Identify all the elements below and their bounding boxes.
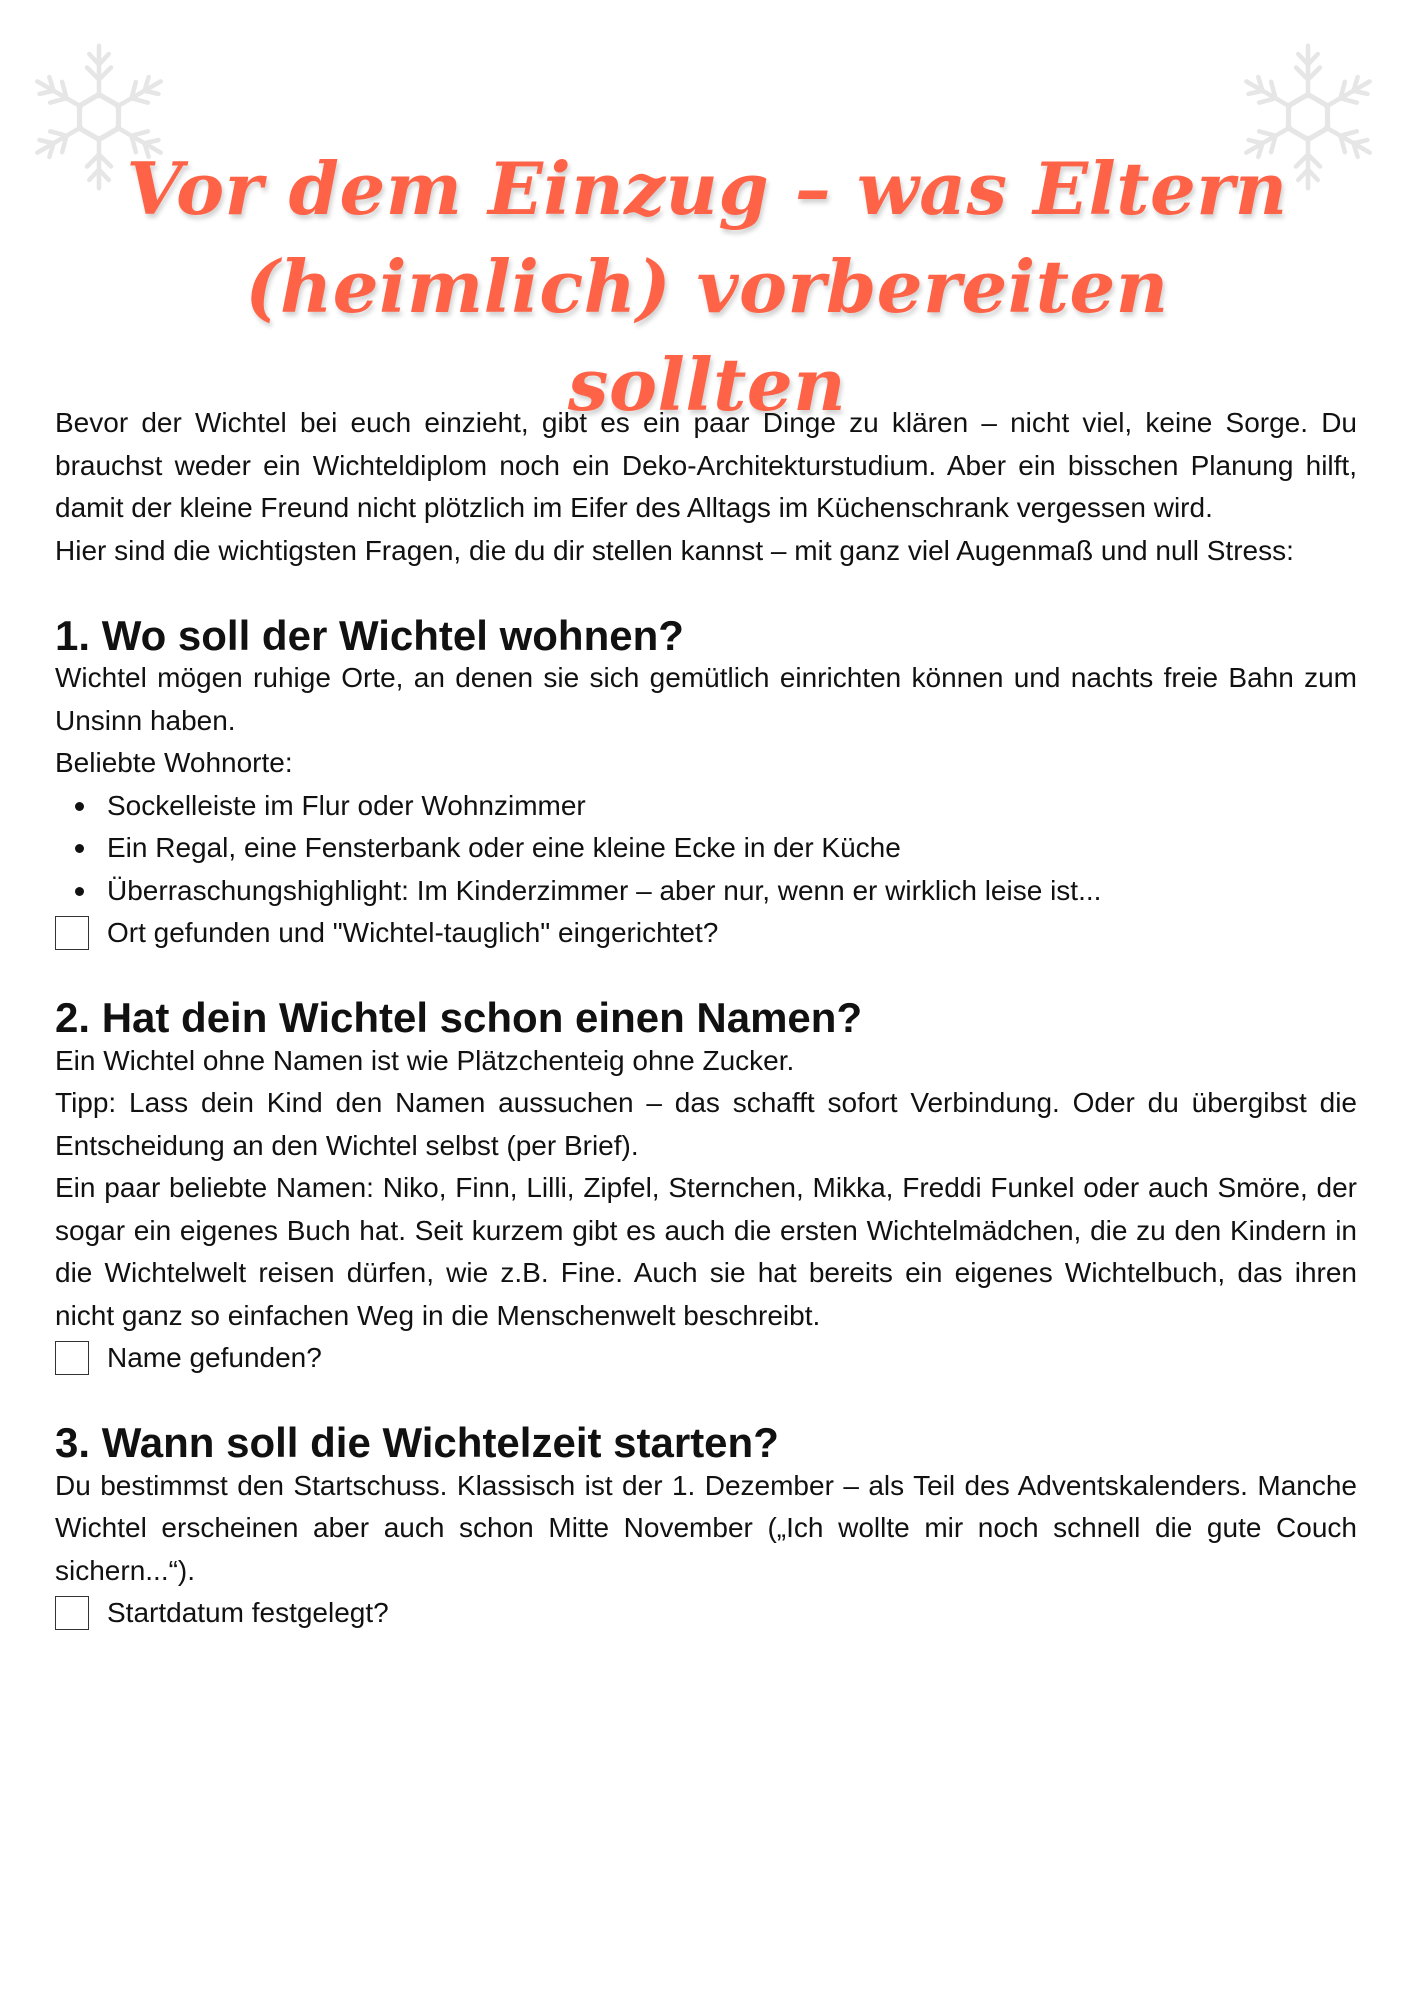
checkbox[interactable] [55,1596,89,1630]
bullet-icon [75,844,84,853]
checklist-item [55,1592,1357,1635]
list-item-text: Sockelleiste im Flur oder Wohnzimmer [107,789,586,821]
list-label: Beliebte Wohnorte: [55,747,293,778]
checkbox[interactable] [55,1341,89,1375]
checkbox[interactable] [55,916,89,950]
section-text: Du bestimmst den Startschuss. Klassisch ist der 1. Dezember – als Teil des Adventskalenders. Manche Wichtel erscheinen aber auch schon Mitte November („Ich wollte mir noch schnell die gute Couch sichern...“). [55,1469,1357,1586]
bullet-icon [75,802,84,811]
list-item [55,870,1357,913]
intro-paragraph: Hier sind die wichtigsten Fragen, die du dir stellen kannst – mit ganz viel Augenmaß und null Stress: [55,534,1294,566]
checkbox-label: Ort gefunden und "Wichtel-tauglich" eingerichtet? [107,917,719,948]
bullet-icon [75,887,84,896]
section-heading: 1. Wo soll der Wichtel wohnen? [55,611,684,659]
spacer [55,955,1357,998]
section-names: Ein paar beliebte Namen: Niko, Finn, Lilli, Zipfel, Sternchen, Mikka, Freddi Funkel oder auch Smöre, der sogar ein eigenes Buch hat. Seit kurzem gibt es auch die ersten Wichtelmädchen, die zu den Kindern in die Wichtelwelt reisen dürfen, wie z.B. Fine. Auch sie hat bereits ein eigenes Wichtelbuch, das ihren nicht ganz so einfachen Weg in die Menschenwelt beschreibt. [55,1172,1357,1331]
list-item [55,827,1357,870]
section-heading: 2. Hat dein Wichtel schon einen Namen? [55,994,863,1041]
list-item-text: Ein Regal, eine Fensterbank oder eine kleine Ecke in der Küche [107,832,901,863]
title-line-2: (heimlich) vorbereiten sollten [245,244,1169,428]
section-text: Wichtel mögen ruhige Orte, an denen sie sich gemütlich einrichten können und nachts freie Bahn zum Unsinn haben. [55,662,1357,736]
section-tip: Tipp: Lass dein Kind den Namen aussuchen – das schafft sofort Verbindung. Oder du übergibst die Entscheidung an den Wichtel selbst (per Brief). [55,1087,1357,1161]
spacer [55,572,1357,615]
intro-paragraph: Bevor der Wichtel bei euch einzieht, gibt es ein paar Dinge zu klären – nicht viel, keine Sorge. Du brauchst weder ein Wichteldiplom noch ein Deko-Architekturstudium. Aber ein bisschen Planung hilft, damit der kleine Freund nicht plötzlich im Eifer des Alltags im Küchenschrank vergessen wird. [55,407,1357,523]
bullet-list [55,785,1357,913]
section-wohnort [55,611,1357,955]
section-name [55,994,1357,1380]
checklist-item [55,912,1357,955]
section-text: Ein Wichtel ohne Namen ist wie Plätzchenteig ohne Zucker. [55,1044,795,1076]
page-title [100,140,1314,434]
spacer [55,1380,1357,1423]
checkbox-label: Name gefunden? [107,1342,322,1373]
checklist-item [55,1337,1357,1380]
document-body [55,402,1357,1635]
title-line-1: Vor dem Einzug – was Eltern [126,146,1288,232]
section-heading: 3. Wann soll die Wichtelzeit starten? [55,1419,779,1466]
section-start [55,1419,1357,1635]
list-item-text: Überraschungshighlight: Im Kinderzimmer – aber nur, wenn er wirklich leise ist... [107,874,1102,906]
list-item [55,785,1357,828]
checkbox-label: Startdatum festgelegt? [107,1597,389,1628]
